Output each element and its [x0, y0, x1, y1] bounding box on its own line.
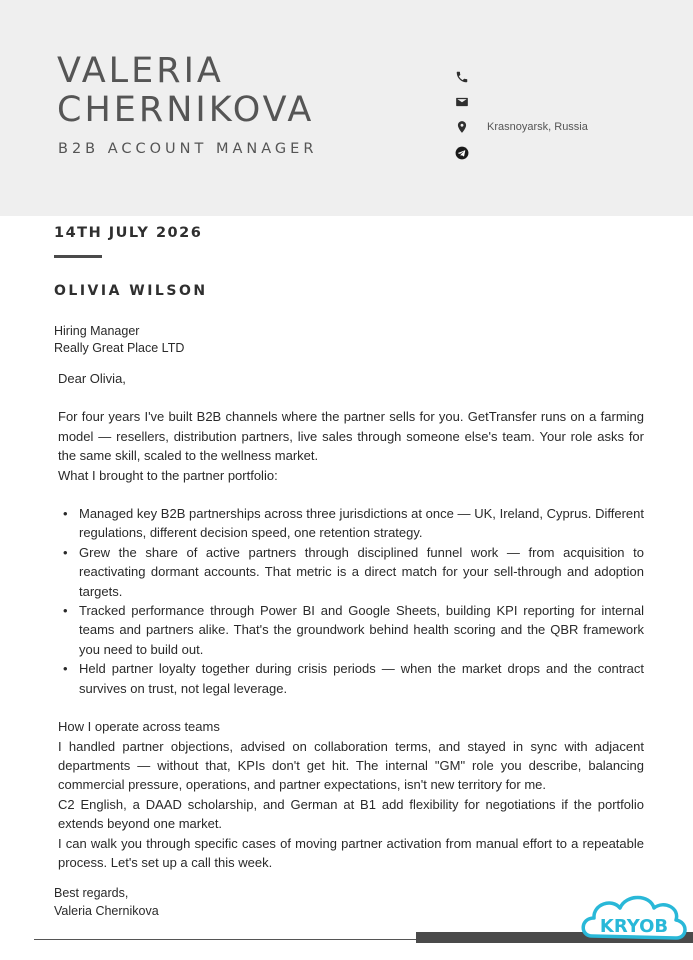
- kryob-logo: [578, 884, 690, 954]
- contact-telegram: [455, 145, 675, 163]
- recipient-company: Really Great Place LTD: [54, 341, 185, 355]
- teams-heading: How I operate across teams: [58, 719, 220, 735]
- last-name: CHERNIKOVA: [57, 90, 315, 130]
- job-title: B2B ACCOUNT MANAGER: [58, 141, 318, 157]
- teams-paragraph: I handled partner objections, advised on collaboration terms, and stayed in sync with adjacent departments — without that, KPIs don't get hit. The internal "GM" role you describe, balancing commercial pressure, operations, and partner expectations, isn't new territory for me.: [58, 738, 644, 793]
- contact-phone: [455, 69, 675, 87]
- recipient-details: [54, 323, 184, 357]
- sign-off: Best regards,: [54, 886, 129, 900]
- footer-rule: [34, 939, 416, 940]
- applicant-name: [57, 52, 314, 130]
- date-divider: [54, 255, 102, 258]
- letter-body: [58, 369, 644, 872]
- recipient-role: Hiring Manager: [54, 324, 140, 338]
- signature-name: Valeria Chernikova: [54, 904, 159, 918]
- achievement-list: [58, 504, 644, 698]
- recipient-name: OLIVIA WILSON: [54, 283, 208, 299]
- contact-location: [455, 119, 675, 137]
- list-item: • Tracked performance through Power BI and Google Sheets, building KPI reporting for internal teams and partners alike. That's the groundwork behind health scoring and the QBR framework you need to build out.: [58, 601, 644, 659]
- sign-off-block: [54, 884, 159, 920]
- phone-icon: [455, 70, 469, 84]
- location-text: Krasnoyarsk, Russia: [487, 121, 588, 133]
- header-band: [0, 0, 693, 216]
- portfolio-heading: What I brought to the partner portfolio:: [58, 467, 278, 483]
- intro-paragraph: For four years I've built B2B channels where the partner sells for you. GetTransfer runs on a farming model — resellers, distribution partners, live sales through someone else's team. Your role asks for the same skill, scaled to the wellness market.: [58, 409, 644, 464]
- letter-date: 14TH JULY 2026: [54, 225, 203, 241]
- list-item: • Held partner loyalty together during crisis periods — when the market drops and the contract survives on trust, not legal leverage.: [58, 659, 644, 698]
- languages-paragraph: C2 English, a DAAD scholarship, and German at B1 add flexibility for negotiations if the portfolio extends beyond one market.: [58, 796, 644, 832]
- telegram-icon: [455, 146, 469, 160]
- list-item: • Managed key B2B partnerships across three jurisdictions at once — UK, Ireland, Cyprus. Different regulations, different decision speed, one retention strategy.: [58, 504, 644, 543]
- closing-paragraph: I can walk you through specific cases of moving partner activation from manual effort to a repeatable process. Let's set up a call this week.: [58, 835, 644, 870]
- contact-email: [455, 94, 675, 112]
- map-pin-icon: [455, 120, 469, 134]
- watermark-text: KRYOB: [599, 916, 669, 937]
- greeting: Dear Olivia,: [58, 371, 126, 386]
- first-name: VALERIA: [57, 51, 224, 91]
- list-item: • Grew the share of active partners through disciplined funnel work — from acquisition to reactivating dormant accounts. That metric is a direct match for your sell-through and adoption targets.: [58, 543, 644, 601]
- envelope-icon: [455, 95, 469, 109]
